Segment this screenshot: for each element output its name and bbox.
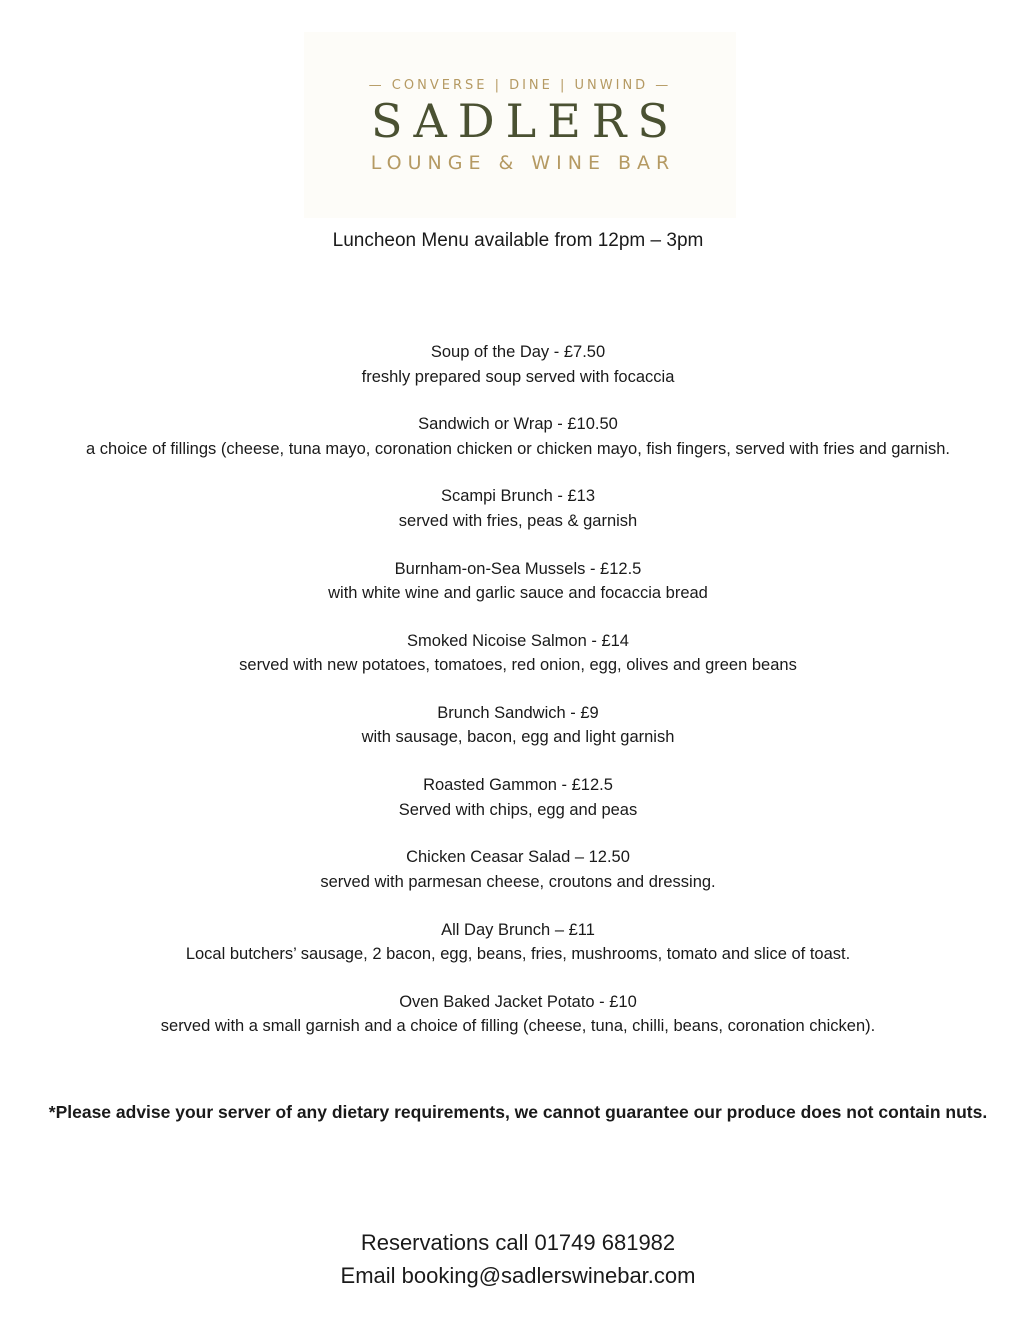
menu-item-description: served with parmesan cheese, croutons and dressing. [320,872,716,891]
menu-item [0,845,1036,917]
menu-item-description: with sausage, bacon, egg and light garnish [361,728,675,747]
menu-availability: Luncheon Menu available from 12pm – 3pm [332,230,704,251]
dietary-notice: *Please advise your server of any dietary requirements, we cannot guarantee our produce does not contain nuts. [48,1102,988,1122]
menu-item-description: served with fries, peas & garnish [398,511,638,530]
menu-item-title: Oven Baked Jacket Potato - £10 [399,992,637,1011]
booking-email: Email booking@sadlerswinebar.com [340,1263,696,1288]
menu-item [0,557,1036,629]
menu-item-description: Served with chips, egg and peas [398,800,638,819]
menu-item [0,412,1036,484]
menu-item-title: Chicken Ceasar Salad – 12.50 [406,848,630,867]
logo-tagline: — CONVERSE | DINE | UNWIND — [368,78,672,93]
menu-item-description: served with a small garnish and a choice of filling (cheese, tuna, chilli, beans, coronation chicken). [160,1017,876,1036]
menu-item-title: Soup of the Day - £7.50 [430,343,606,361]
reservations-phone: Reservations call 01749 681982 [360,1230,676,1255]
menu-item-description: a choice of fillings (cheese, tuna mayo, coronation chicken or chicken mayo, fish fingers, served with fries and garnish. [86,439,950,458]
menu-item-title: Brunch Sandwich - £9 [437,703,599,722]
menu-item-description: freshly prepared soup served with focaccia [361,367,675,386]
logo [304,32,736,218]
logo-name: SADLERS [371,94,680,148]
logo-subtitle: LOUNGE & WINE BAR [370,152,676,174]
menu-item-description: with white wine and garlic sauce and focaccia bread [328,584,708,603]
menu-item-title: All Day Brunch – £11 [441,920,595,939]
menu-item [0,773,1036,845]
menu-item-title: Burnham-on-Sea Mussels - £12.5 [394,559,642,578]
menu-item-description: Local butchers’ sausage, 2 bacon, egg, beans, fries, mushrooms, tomato and slice of toast. [185,945,851,963]
menu-item-title: Smoked Nicoise Salmon - £14 [407,631,629,650]
menu-item [0,340,1036,412]
contact-info [0,1226,1036,1292]
menu-item-description: served with new potatoes, tomatoes, red onion, egg, olives and green beans [239,656,797,675]
menu-item [0,701,1036,773]
menu-list [0,340,1036,1062]
menu-item [0,629,1036,701]
menu-item [0,484,1036,556]
menu-item [0,990,1036,1062]
menu-item-title: Sandwich or Wrap - £10.50 [418,415,618,434]
menu-item-title: Scampi Brunch - £13 [440,487,596,506]
menu-item-title: Roasted Gammon - £12.5 [423,776,613,795]
menu-item [0,918,1036,990]
